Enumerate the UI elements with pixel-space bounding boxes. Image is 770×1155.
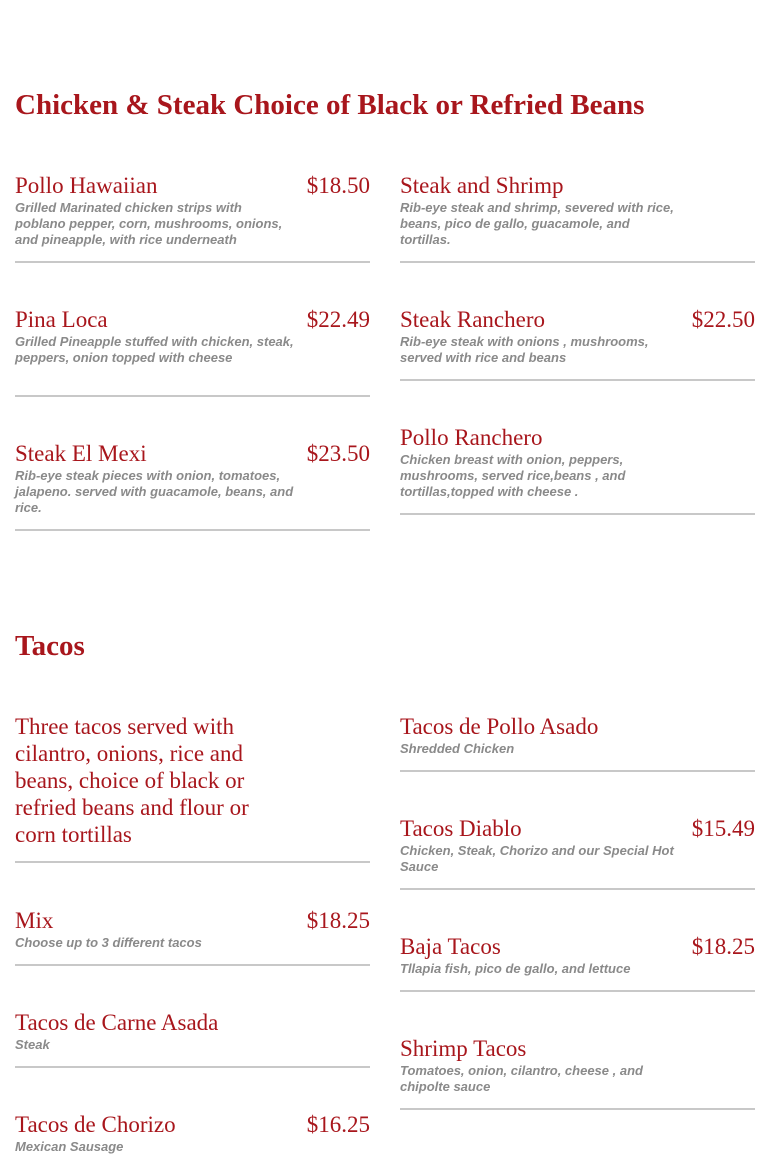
item-description: Steak (15, 1037, 50, 1052)
item-price: $16.25 (306, 1112, 370, 1137)
item-description: Chicken breast with onion, peppers, mushrooms, served rice,beans , and tortillas,topped with cheese . (400, 452, 626, 499)
item-description: Rib-eye steak with onions , mushrooms, served with rice and beans (400, 334, 649, 365)
item-price: $18.25 (306, 908, 370, 933)
item-description: Tllapia fish, pico de gallo, and lettuce (400, 961, 631, 976)
item-description: Chicken, Steak, Chorizo and our Special Hot Sauce (400, 843, 674, 874)
item-name: Tacos de Carne Asada (15, 1010, 219, 1035)
menu-item[interactable] (400, 1035, 755, 1110)
section-title-chicken-steak: Chicken & Steak Choice of Black or Refried Beans (15, 89, 645, 121)
item-name: Shrimp Tacos (400, 1036, 527, 1061)
section-title-tacos: Tacos (15, 630, 85, 662)
item-name: Pina Loca (15, 307, 108, 332)
item-name: Baja Tacos (400, 934, 501, 959)
menu-item[interactable] (400, 713, 755, 772)
menu-item[interactable] (400, 424, 755, 515)
item-name: Steak El Mexi (15, 441, 147, 466)
item-name: Tacos de Pollo Asado (400, 714, 599, 739)
item-description: Grilled Marinated chicken strips with poblano pepper, corn, mushrooms, onions, and pineapple, with rice underneath (15, 200, 283, 247)
item-description: Rib-eye steak pieces with onion, tomatoes, jalapeno. served with guacamole, beans, and rice. (15, 468, 294, 515)
item-name: Steak and Shrimp (400, 173, 564, 198)
menu-item[interactable] (400, 172, 755, 263)
menu-item[interactable] (15, 440, 370, 531)
item-name: Three tacos served with cilantro, onions, rice and beans, choice of black or refried beans and flour or corn tortillas (15, 714, 249, 847)
item-description: Mexican Sausage (15, 1139, 124, 1154)
menu-item[interactable] (400, 815, 755, 890)
item-name: Pollo Ranchero (400, 425, 543, 450)
item-name: Tacos Diablo (400, 816, 522, 841)
item-description: Grilled Pineapple stuffed with chicken, steak, peppers, onion topped with cheese (15, 334, 294, 365)
item-price: $22.50 (691, 307, 755, 332)
menu-item[interactable] (15, 1009, 370, 1068)
item-price: $15.49 (691, 816, 755, 841)
tacos-intro (15, 713, 370, 863)
menu-item[interactable] (15, 172, 370, 263)
item-name: Steak Ranchero (400, 307, 545, 332)
item-description: Rib-eye steak and shrimp, severed with rice, beans, pico de gallo, guacamole, and tortillas. (400, 200, 674, 247)
menu-item[interactable] (15, 306, 370, 397)
item-price: $23.50 (306, 441, 370, 466)
item-price: $22.49 (306, 307, 370, 332)
item-name: Mix (15, 908, 54, 933)
item-description: Choose up to 3 different tacos (15, 935, 202, 950)
item-description: Tomatoes, onion, cilantro, cheese , and chipolte sauce (400, 1063, 643, 1094)
item-price: $18.25 (691, 934, 755, 959)
item-description: Shredded Chicken (400, 741, 515, 756)
item-price: $18.50 (306, 173, 370, 198)
menu-item[interactable] (15, 1111, 370, 1154)
menu-item[interactable] (400, 933, 755, 992)
item-name: Pollo Hawaiian (15, 173, 158, 198)
item-name: Tacos de Chorizo (15, 1112, 176, 1137)
menu-item[interactable] (15, 907, 370, 966)
menu-item[interactable] (400, 306, 755, 381)
